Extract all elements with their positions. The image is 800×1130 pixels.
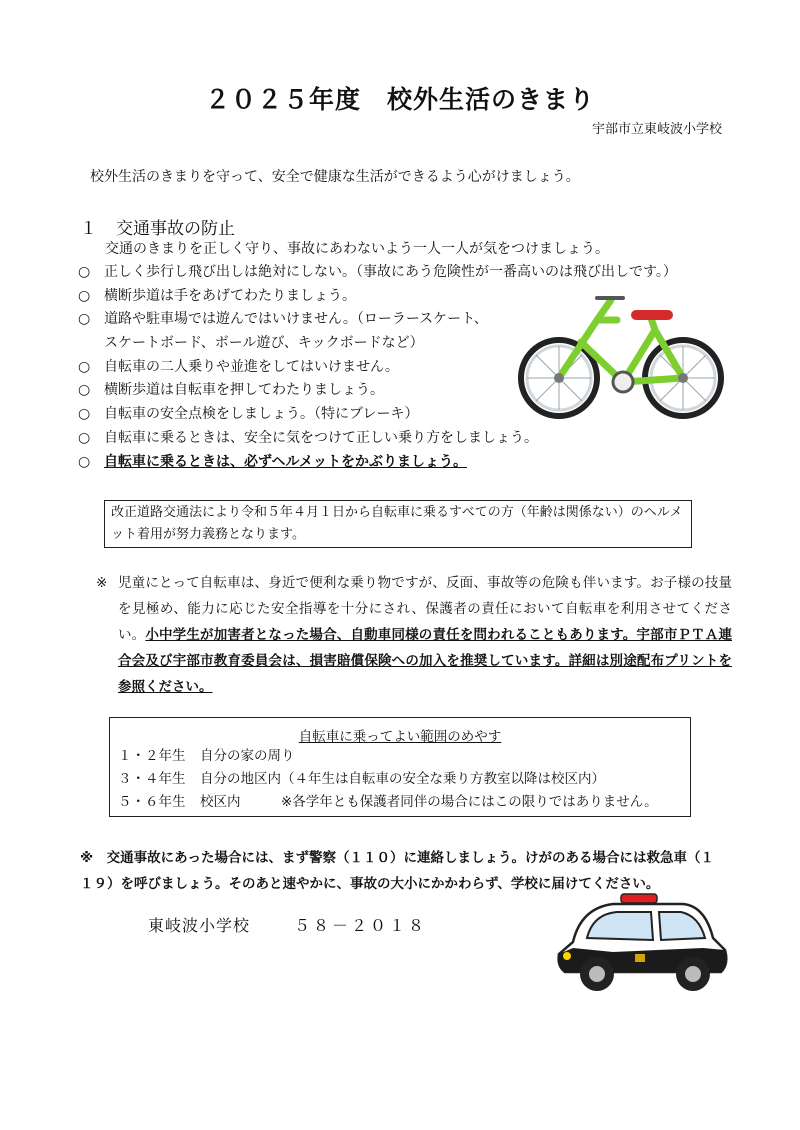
list-item: ○ 横断歩道は自転車を押してわたりましょう。: [78, 379, 677, 403]
section-intro: 交通のきまりを正しく守り、事故にあわないよう一人一人が気をつけましょう。: [105, 241, 609, 257]
circle-bullet: ○: [78, 382, 91, 399]
list-item: ○ 自転車の安全点検をしましょう。（特にブレーキ）: [78, 403, 677, 427]
list-item: ○ 道路や駐車場では遊んではいけません。（ローラースケート、: [78, 308, 677, 332]
emergency-instructions: ※ 交通事故にあった場合には、まず警察（１１０）に連絡しましょう。けがのある場合には救急車（１１９）を呼びましょう。そのあと速やかに、事故の大小にかかわらず、学校に届けてください。: [80, 850, 714, 892]
law-notice-box: 改正道路交通法により令和５年４月１日から自転車に乗るすべての方（年齢は関係ない）のヘルメット着用が努力義務となります。: [104, 500, 692, 548]
circle-bullet: ○: [78, 311, 91, 328]
riding-range-heading: 自転車に乗ってよい範囲のめやす: [298, 729, 502, 745]
range-row: ３・４年生 自分の地区内（４年生は自転車の安全な乗り方教室以降は校区内）: [118, 771, 605, 787]
list-item-continued: スケートボード、ボール遊び、キックボードなど）: [104, 335, 424, 352]
circle-bullet: ○: [78, 358, 91, 375]
list-item: ○ 自転車の二人乗りや並進をしてはいけません。: [78, 356, 677, 380]
contact-school-name: 東岐波小学校: [148, 916, 251, 935]
parent-note-emphasis: 小中学生が加害者となった場合、自動車同様の責任を問われることもあります。宇部市ＰＴＡ連合会及び宇部市教育委員会は、損害賠償保険への加入を推奨しています。詳細は別途配布プリントを参照ください。: [118, 627, 733, 695]
list-item: ○ 自転車に乗るときは、安全に気をつけて正しい乗り方をしましょう。: [78, 427, 677, 451]
police-car-illustration: [553, 890, 733, 1000]
range-row: １・２年生 自分の家の周り: [118, 748, 295, 764]
intro-text: 校外生活のきまりを守って、安全で健康な生活ができるよう心がけましょう。: [90, 169, 580, 185]
circle-bullet: ○: [78, 406, 91, 423]
school-contact: [148, 913, 427, 936]
bicycle-illustration: [515, 290, 727, 425]
contact-phone: ５８－２０１８: [294, 916, 428, 935]
section-number: １: [80, 219, 97, 239]
circle-bullet: ○: [78, 429, 91, 446]
circle-bullet: ○: [78, 264, 91, 280]
list-item: ○ 正しく歩行し飛び出しは絶対にしない。（事故にあう危険性が一番高いのは飛び出しです。）: [78, 261, 677, 285]
parent-note-text: 児童にとって自転車は、身近で便利な乗り物ですが、反面、事故等の危険も伴います。お子様の技量を見極め、能力に応じた安全指導を十分にされ、保護者の責任において自転車を利用させてください。: [118, 575, 732, 643]
list-item: ○ 横断歩道は手をあげてわたりましょう。: [78, 285, 677, 309]
circle-bullet: ○: [78, 287, 91, 304]
parent-note: [96, 570, 732, 700]
section-title: 交通事故の防止: [116, 219, 235, 239]
school-name: 宇部市立東岐波小学校: [591, 122, 722, 137]
page-title: ２０２５年度 校外生活のきまり: [204, 85, 595, 114]
range-row: ５・６年生 校区内 ※各学年とも保護者同伴の場合にはこの限りではありません。: [118, 794, 658, 810]
note-mark: ※: [96, 575, 108, 591]
riding-range-box: [109, 717, 691, 817]
section-heading: [80, 214, 235, 239]
circle-bullet: ○: [78, 453, 91, 470]
list-item-helmet: ○ 自転車に乗るときは、必ずヘルメットをかぶりましょう。: [78, 451, 677, 475]
